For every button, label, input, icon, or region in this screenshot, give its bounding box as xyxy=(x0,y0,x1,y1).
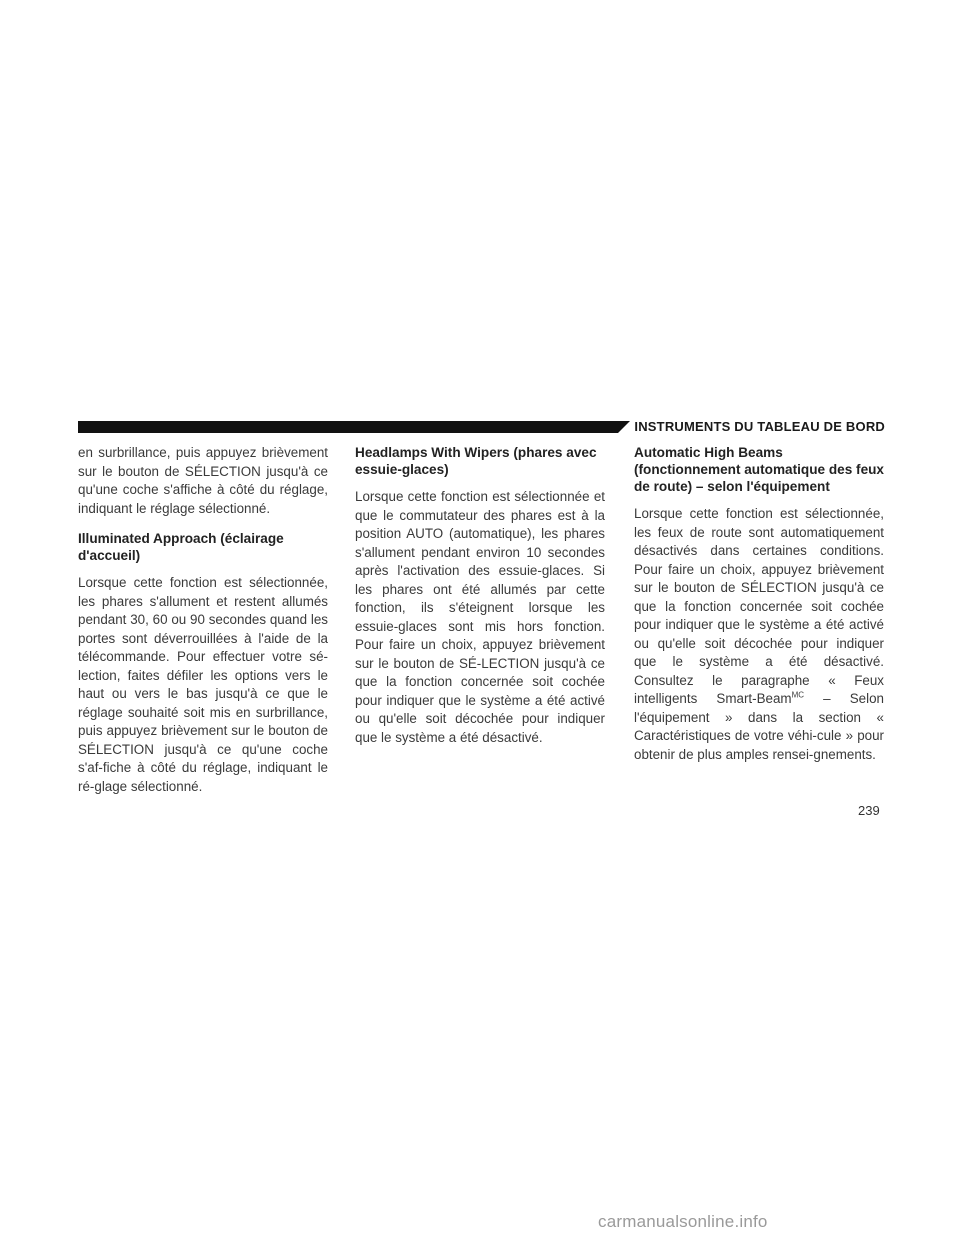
paragraph-headlamps-with-wipers: Lorsque cette fonction est sélectionnée et que le commutateur des phares est à la position AUTO (automatique), les phares s'allument pendant environ 10 secondes après l'activation des essuie-glaces. Si les phares ont été allumés par cette fonction, ils s'éteignent lorsque les essuie-glaces sont mis hors fonction. Pour faire un choix, appuyez brièvement sur le bouton de SÉ-LECTION jusqu'à ce que la fonction concernée soit cochée pour indiquer que le système a été activé ou qu'elle soit décochée pour indiquer que le système a été désactivé. xyxy=(355,489,605,745)
paragraph-continuation: en surbrillance, puis appuyez brièvement sur le bouton de SÉLECTION jusqu'à ce qu'une coche s'affiche à côté du réglage, indiquant le réglage sélectionné. xyxy=(78,445,328,516)
header-rule xyxy=(78,421,618,433)
column-2 xyxy=(355,444,605,758)
column-3 xyxy=(634,444,884,775)
column-1 xyxy=(78,444,328,807)
watermark-link[interactable]: carmanualsonline.info xyxy=(598,1212,768,1231)
heading-headlamps-with-wipers: Headlamps With Wipers (phares avec essuie-glaces) xyxy=(355,445,597,477)
section-title: INSTRUMENTS DU TABLEAU DE BORD xyxy=(634,419,885,434)
heading-automatic-high-beams: Automatic High Beams (fonctionnement automatique des feux de route) – selon l'équipement xyxy=(634,445,884,494)
page-number: 239 xyxy=(858,803,880,818)
text-segment: – Selon l'équipement » dans la section « Caractéristiques de votre véhi-cule » pour obtenir de plus amples rensei-gnements. xyxy=(634,691,884,762)
trademark-superscript: MC xyxy=(791,690,805,700)
paragraph-automatic-high-beams xyxy=(634,505,884,764)
paragraph-illuminated-approach: Lorsque cette fonction est sélectionnée, les phares s'allument et restent allumés pendant 30, 60 ou 90 secondes quand les portes sont déverrouillées à l'aide de la télécommande. Pour effectuer votre sé-lection, faites défiler les options vers le haut ou vers le bas jusqu'à ce que le réglage souhaité soit mis en surbrillance, puis appuyez brièvement sur le bouton de SÉLECTION jusqu'à ce qu'une coche s'af-fiche à côté du réglage, indiquant le ré-glage sélectionné. xyxy=(78,575,328,794)
text-segment: Lorsque cette fonction est sélectionnée, les feux de route sont automatiquement désactivés dans certaines conditions. Pour faire un choix, appuyez brièvement sur le bouton de SÉLECTION jusqu'à ce que la fonction concernée soit cochée pour indiquer que le système a été activé ou qu'elle soit décochée pour indiquer que le système a été désactivé. Consultez le paragraphe « Feux intelligents Smart-Beam xyxy=(634,506,884,706)
heading-illuminated-approach: Illuminated Approach (éclairage d'accueil) xyxy=(78,531,284,563)
